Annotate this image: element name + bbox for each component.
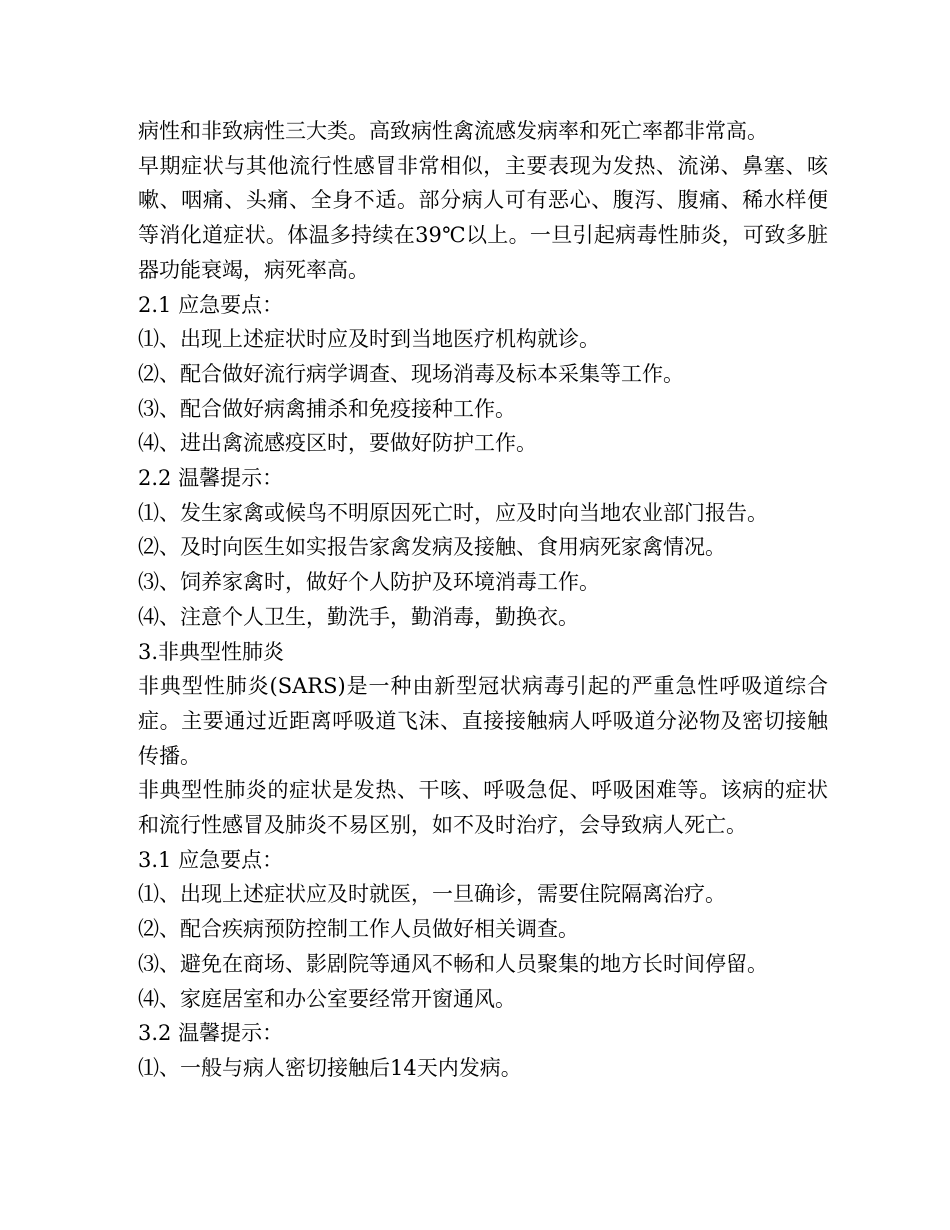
heading-2-1-emergency-points: 2.1 应急要点： bbox=[138, 292, 284, 317]
heading-2-2-tips: 2.2 温馨提示： bbox=[138, 466, 284, 491]
list-item-2-2-3: ⑶、饲养家禽时，做好个人防护及环境消毒工作。 bbox=[138, 570, 600, 595]
paragraph-avian-flu-symptoms: 早期症状与其他流行性感冒非常相似，主要表现为发热、流涕、鼻塞、咳嗽、咽痛、头痛、全身不适。部分病人可有恶心、腹泻、腹痛、稀水样便等消化道症状。体温多持续在39℃以上。一旦引起病毒性肺炎，可致多脏器功能衰竭，病死率高。 bbox=[138, 153, 828, 282]
list-item-3-1-4: ⑷、家庭居室和办公室要经常开窗通风。 bbox=[138, 986, 516, 1011]
heading-3-2-tips: 3.2 温馨提示： bbox=[138, 1021, 284, 1046]
paragraph-sars-symptoms: 非典型性肺炎的症状是发热、干咳、呼吸急促、呼吸困难等。该病的症状和流行性感冒及肺炎不易区别，如不及时治疗，会导致病人死亡。 bbox=[138, 778, 828, 838]
list-item-2-2-2: ⑵、及时向医生如实报告家禽发病及接触、食用病死家禽情况。 bbox=[138, 535, 726, 560]
heading-3-1-emergency-points: 3.1 应急要点： bbox=[138, 847, 284, 872]
paragraph-avian-flu-classification: 病性和非致病性三大类。高致病性禽流感发病率和死亡率都非常高。 bbox=[138, 119, 768, 143]
list-item-3-2-1: ⑴、一般与病人密切接触后14天内发病。 bbox=[138, 1055, 522, 1080]
list-item-2-2-1: ⑴、发生家禽或候鸟不明原因死亡时，应及时向当地农业部门报告。 bbox=[138, 500, 768, 525]
list-item-2-1-1: ⑴、出现上述症状时应及时到当地医疗机构就诊。 bbox=[138, 327, 600, 352]
list-item-2-1-2: ⑵、配合做好流行病学调查、现场消毒及标本采集等工作。 bbox=[138, 361, 684, 386]
document-page bbox=[138, 114, 828, 1086]
list-item-2-1-3: ⑶、配合做好病禽捕杀和免疫接种工作。 bbox=[138, 396, 516, 421]
list-item-3-1-3: ⑶、避免在商场、影剧院等通风不畅和人员聚集的地方长时间停留。 bbox=[138, 951, 768, 976]
list-item-2-2-4: ⑷、注意个人卫生，勤洗手，勤消毒，勤换衣。 bbox=[138, 604, 579, 629]
list-item-3-1-2: ⑵、配合疾病预防控制工作人员做好相关调查。 bbox=[138, 917, 579, 942]
paragraph-sars-definition: 非典型性肺炎(SARS)是一种由新型冠状病毒引起的严重急性呼吸道综合症。主要通过近距离呼吸道飞沫、直接接触病人呼吸道分泌物及密切接触传播。 bbox=[138, 674, 828, 768]
list-item-2-1-4: ⑷、进出禽流感疫区时，要做好防护工作。 bbox=[138, 431, 537, 456]
list-item-3-1-1: ⑴、出现上述症状应及时就医，一旦确诊，需要住院隔离治疗。 bbox=[138, 882, 726, 907]
heading-3-sars: 3.非典型性肺炎 bbox=[138, 639, 285, 664]
